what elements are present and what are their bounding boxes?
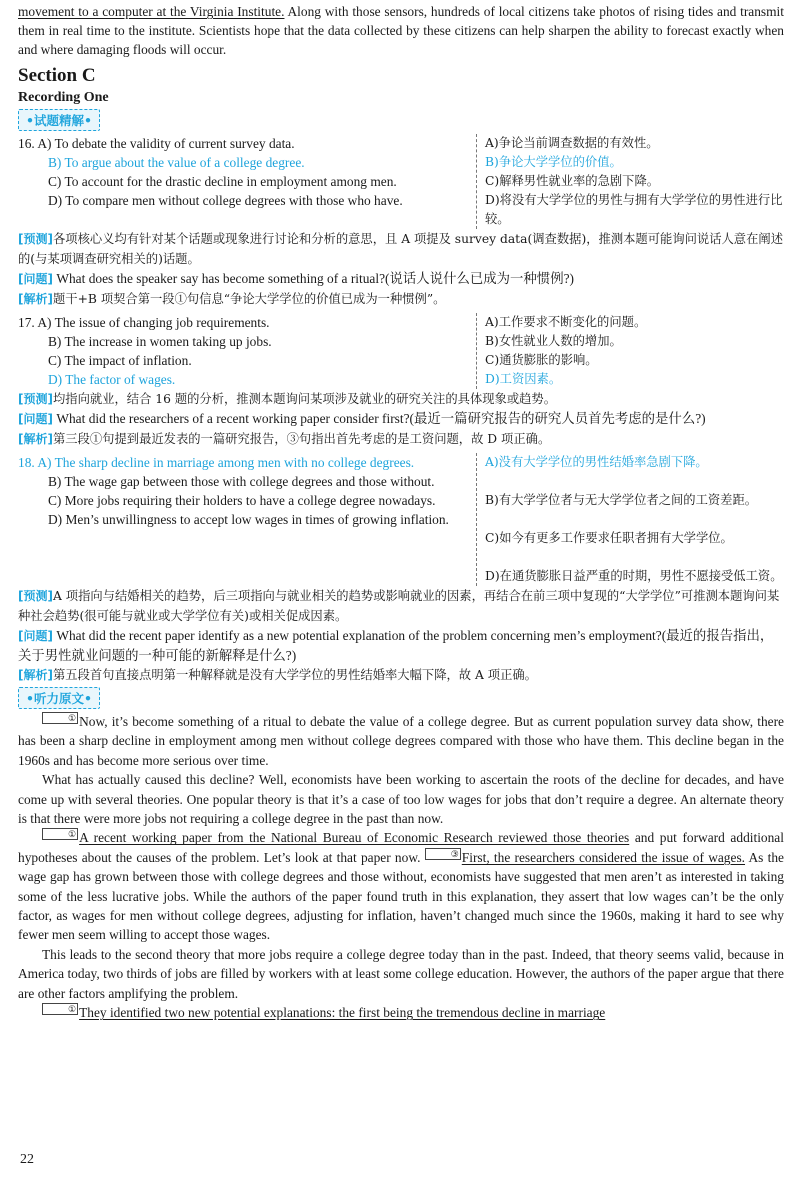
q16-zh-c: C)解释男性就业率的急剧下降。 — [485, 174, 660, 188]
q16-analysis: [解析]题干+B 项契合第一段①句信息“争论大学学位的价值已成为一种惯例”。 — [18, 292, 446, 306]
top-paragraph — [18, 2, 784, 59]
q18-option-d: D) Men’s unwillingness to accept low wages in times of growing inflation. — [48, 512, 449, 527]
section-title: Section C — [18, 65, 96, 86]
q16-question: [问题] What does the speaker say has become something of a ritual?(说话人说什么已成为一种惯例?) — [18, 271, 574, 286]
q18-analysis: [解析]第五段首句直接点明第一种解释就是没有大学学位的男性结婚率大幅下降，故 A 项正确。 — [18, 668, 537, 682]
q17-option-d: D) The factor of wages. — [48, 372, 176, 387]
q17-question: [问题] What did the researchers of a recent working paper consider first?(最近一篇研究报告的研究人员首先考虑的是什么?) — [18, 411, 706, 426]
transcript-paragraph-5: ① They identified two new potential explanations: the first being the tremendous decline in marriage — [18, 1003, 784, 1022]
question-16 — [18, 134, 784, 229]
q18-question: [问题] What did the recent paper identify as a new potential explanation of the problem concerning men’s employment?(最近的报告指出，关于男性就业问题的一种可能的新解释是什么?) — [18, 628, 774, 663]
q16-zh-a: A)争论当前调查数据的有效性。 — [485, 136, 659, 150]
question-18 — [18, 453, 784, 586]
q16-option-c: C) To account for the drastic decline in employment among men. — [48, 174, 397, 189]
transcript-paragraph-2: What has actually caused this decline? Well, economists have been working to ascertain the roots of the decline for decades, and have come up with several theories. One popular theory is that it’s a case of too low wages for jobs that don’t require a degree. An alternate theory is that there were more jobs not requiring a college degree in the past than now. — [18, 772, 784, 827]
question-18-options — [18, 453, 477, 586]
q17-predict: [预测]均指向就业，结合 16 题的分析，推测本题询问某项涉及就业的研究关注的具体现象或趋势。 — [18, 392, 557, 406]
question-16-options — [18, 134, 477, 229]
q16-predict: [预测]各项核心义均有针对某个话题或现象进行讨论和分析的意思，且 A 项提及 survey data(调查数据)，推测本题可能询问说话人意在阐述的(与某项调查研究相关的)话题。 — [18, 232, 783, 266]
analysis-tag: •试题精解• — [18, 109, 100, 131]
question-18-translations — [477, 453, 784, 586]
q17-zh-b: B)女性就业人数的增加。 — [485, 334, 622, 348]
question-17-options — [18, 313, 477, 389]
q17-zh-d: D)工资因素。 — [485, 372, 562, 386]
question-16-translations — [477, 134, 784, 229]
q17-zh-c: C)通货膨胀的影响。 — [485, 353, 598, 367]
transcript-paragraph-4: This leads to the second theory that more jobs require a college degree today than in the past. Indeed, that theory seems valid, because in America today, two thirds of jobs are filled by workers with at least some college education. However, the authors of the paper argue that there are other factors amplifying the problem. — [18, 946, 784, 1001]
transcript-paragraph-3: ① A recent working paper from the National Bureau of Economic Research reviewed those theories and put forward additional hypotheses about the causes of the problem. Let’s look at that paper now. ③ First, the researchers considered the issue of wages. As the wage gap has grown between those with college degrees and those without, economists have suggested that men aren’t as interested in taking some of the less lucrative jobs. While the authors of the paper found truth in this explanation, they assert that low wages can’t be the only factor, as wages for men without college degrees, adjusting for inflation, haven’t changed much since the 1960s, making it hard to see why fewer men seem willing to accept those wages. — [18, 829, 784, 943]
q18-option-b: B) The wage gap between those with college degrees and those without. — [48, 474, 435, 489]
q16-zh-d: D)将没有大学学位的男性与拥有大学学位的男性进行比较。 — [485, 193, 783, 226]
q16-zh-b: B)争论大学学位的价值。 — [485, 155, 622, 169]
q18-zh-a: A)没有大学学位的男性结婚率急剧下降。 — [485, 455, 708, 469]
q17-option-a: 17. A) The issue of changing job requirements. — [18, 315, 270, 330]
q18-predict: [预测]A 项指向与结婚相关的趋势，后三项指向与就业相关的趋势或影响就业的因素，再结合在前三项中复现的“大学学位”可推测本题询问某种社会趋势(很可能与就业或大学学位有关)或相关促成因素。 — [18, 589, 780, 623]
q18-zh-b: B)有大学学位者与无大学学位者之间的工资差距。 — [485, 493, 758, 507]
page — [18, 0, 784, 1023]
q17-analysis: [解析]第三段①句提到最近发表的一篇研究报告，③句指出首先考虑的是工资问题，故 D 项正确。 — [18, 432, 551, 446]
q17-option-c: C) The impact of inflation. — [48, 353, 192, 368]
question-17-translations — [477, 313, 784, 389]
q18-zh-d: D)在通货膨胀日益严重的时期，男性不愿接受低工资。 — [485, 569, 783, 583]
q18-zh-c: C)如今有更多工作要求任职者拥有大学学位。 — [485, 531, 733, 545]
top-text: Along with those sensors, hundreds of local citizens take photos of rising tides and transmit them in real time to the institute. Scientists hope that the data collected by these citizens can help sharpen the ability to forecast exactly when and where damaging floods will occur. — [18, 4, 784, 57]
transcript-paragraph-1: ① Now, it’s become something of a ritual to debate the value of a college degree. But as current population survey data show, there has been a sharp decline in employment among men without college degrees compared with those who have them. This decline began in the 1960s and has become more serious over time. — [18, 713, 784, 768]
q16-option-d: D) To compare men without college degrees with those who have. — [48, 193, 403, 208]
recording-title: Recording One — [18, 90, 109, 105]
q18-option-c: C) More jobs requiring their holders to have a college degree nowadays. — [48, 493, 436, 508]
page-number: 22 — [20, 1152, 34, 1167]
question-17 — [18, 313, 784, 389]
q17-option-b: B) The increase in women taking up jobs. — [48, 334, 272, 349]
q16-option-b: B) To argue about the value of a college degree. — [48, 155, 305, 170]
q16-option-a: 16. A) To debate the validity of current survey data. — [18, 136, 295, 151]
transcript-tag: •听力原文• — [18, 687, 100, 709]
q18-option-a: 18. A) The sharp decline in marriage among men with no college degrees. — [18, 455, 415, 470]
top-underlined: movement to a computer at the Virginia Institute. — [18, 4, 285, 19]
q17-zh-a: A)工作要求不断变化的问题。 — [485, 315, 647, 329]
